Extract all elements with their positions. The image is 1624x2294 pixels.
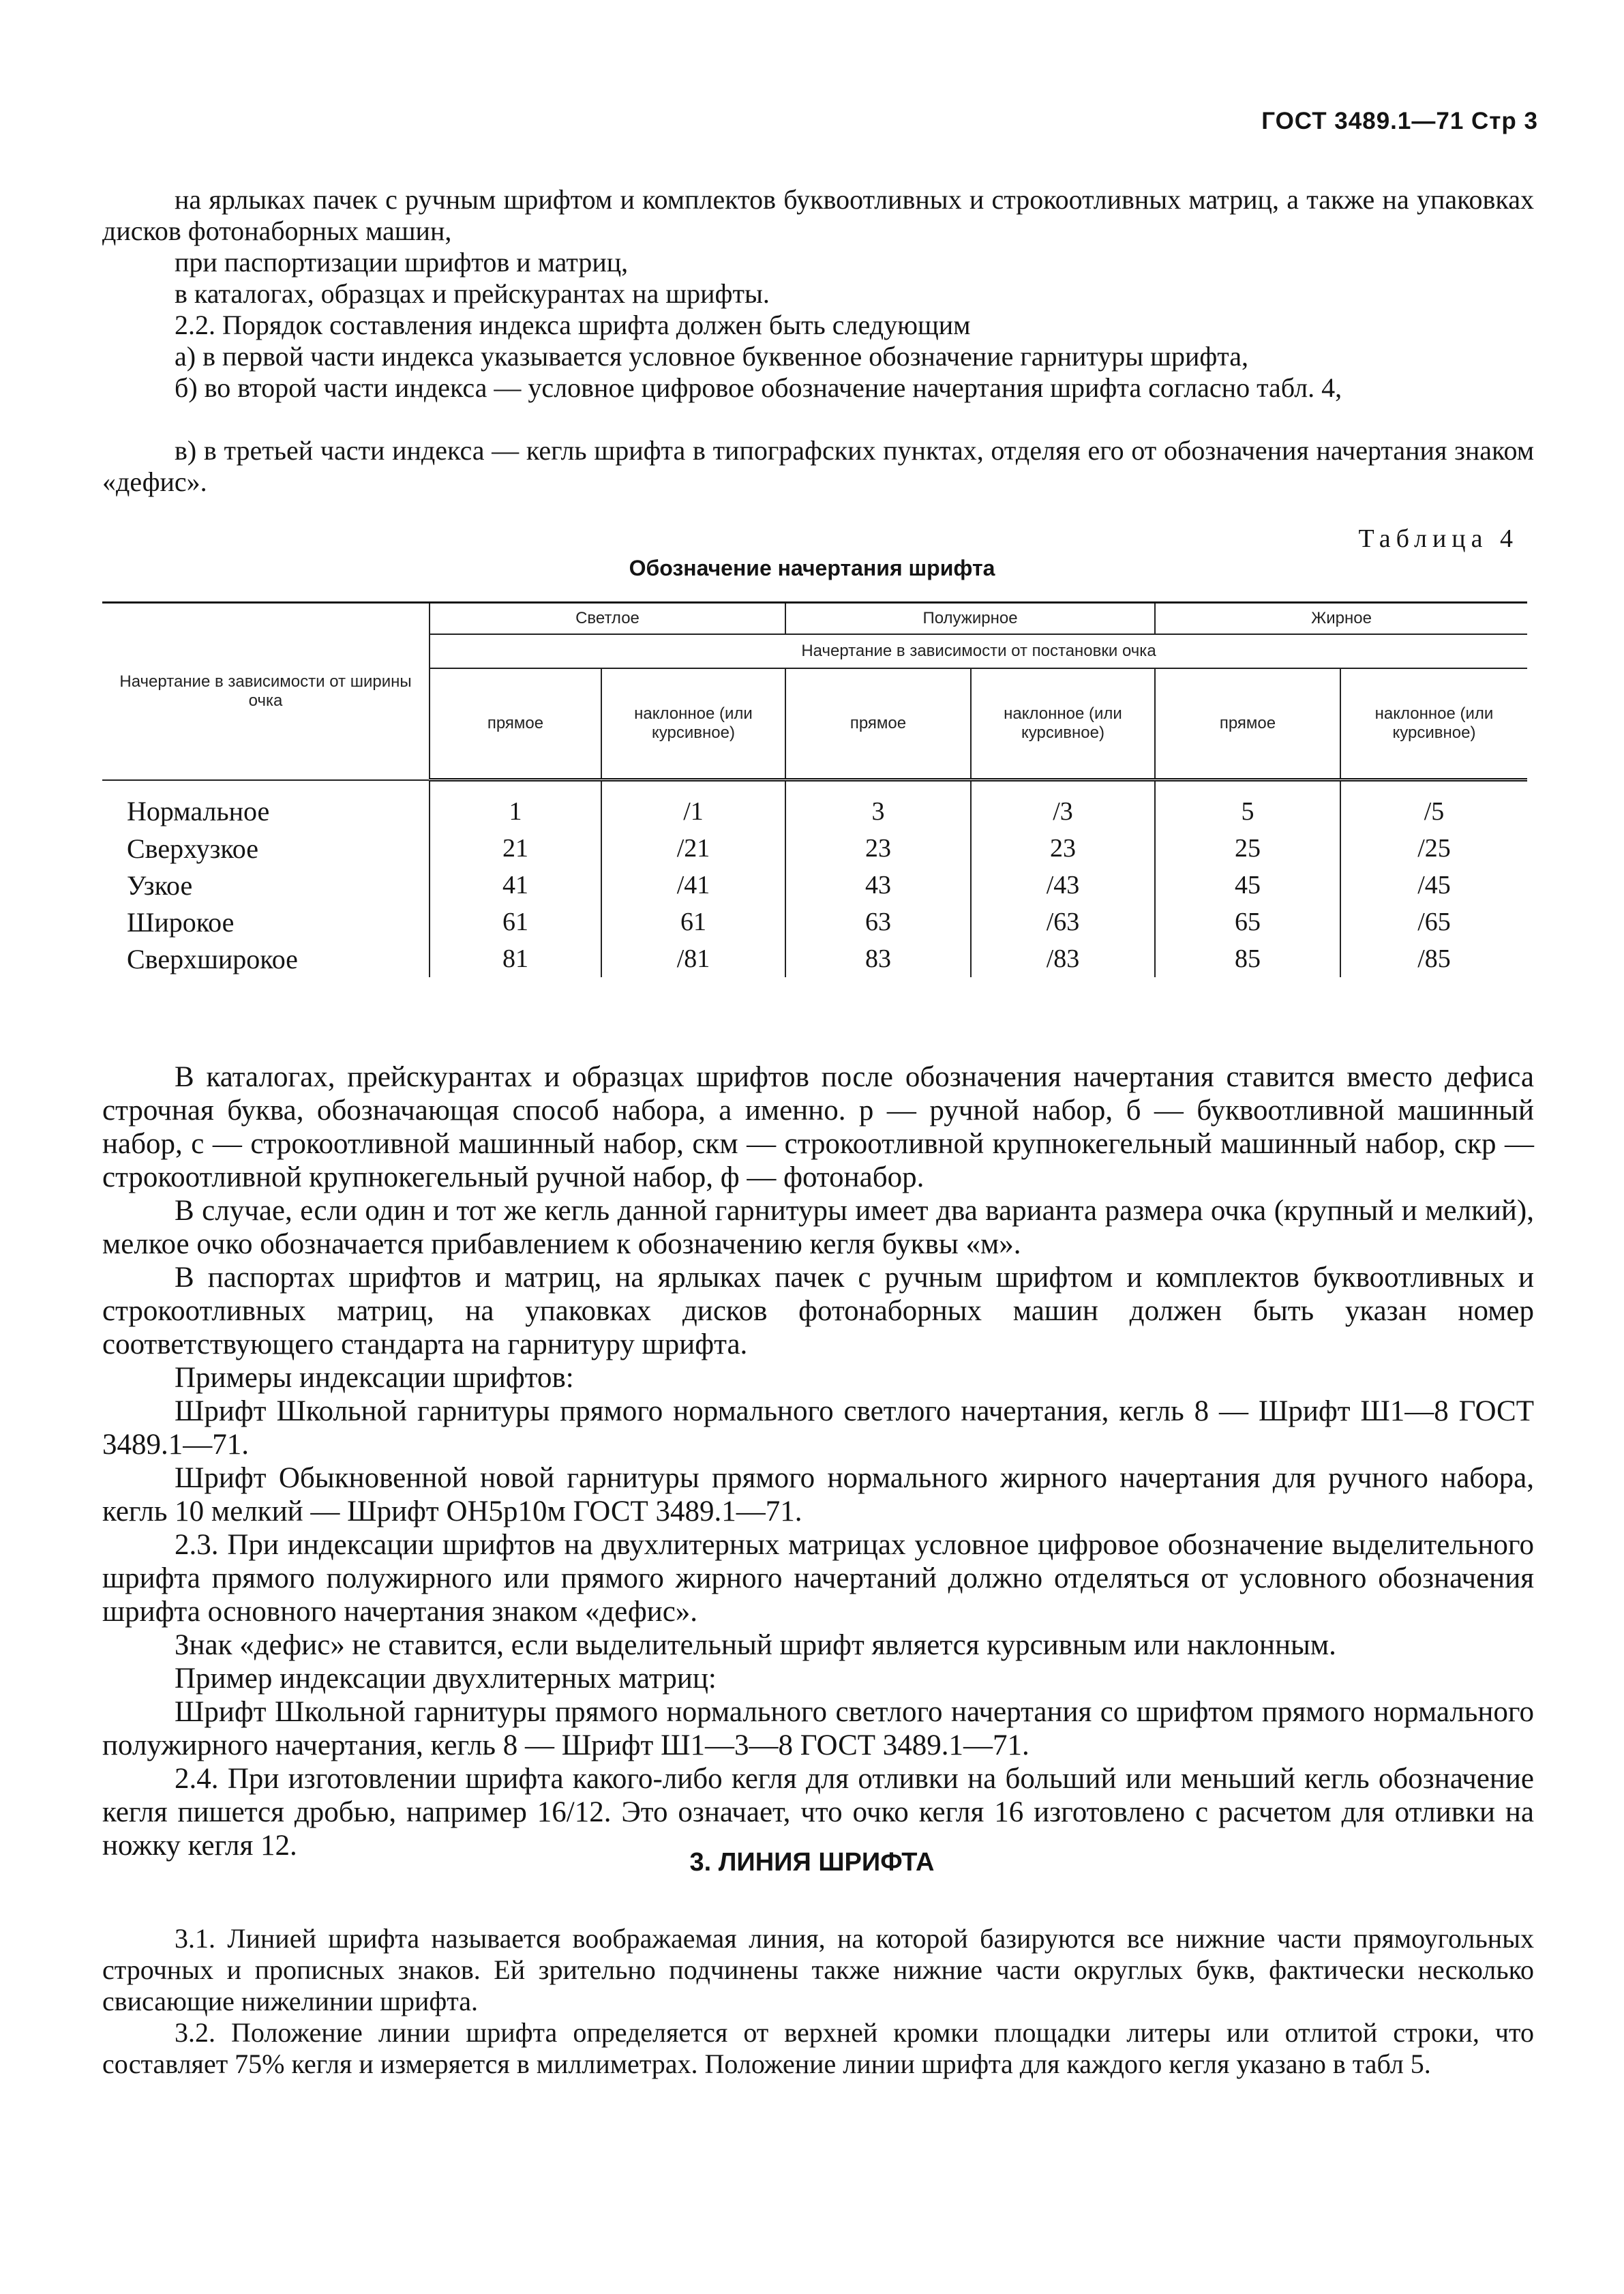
row-label: Нормальное	[127, 795, 270, 826]
table-cell: /83	[971, 940, 1155, 977]
table-cell: 81	[430, 940, 601, 977]
table-cell: 45	[1155, 867, 1340, 904]
group-header-bold: Жирное	[1155, 603, 1527, 635]
table-row	[102, 830, 1527, 867]
intro-paragraph-1: на ярлыках пачек с ручным шрифтом и комплектов буквоотливных и строкоотливных матриц, а также на упаковках дисков фотонаборных машин,	[102, 184, 1534, 246]
table-cell: /45	[1340, 867, 1527, 904]
intro-paragraph-2: при паспортизации шрифтов и матриц,	[175, 247, 629, 278]
body-paragraph-9: Пример индексации двухлитерных матриц:	[175, 1663, 717, 1695]
row-label: Сверхузкое	[127, 833, 259, 864]
intro-paragraph-4: 2.2. Порядок составления индекса шрифта должен быть следующим	[175, 310, 971, 340]
table-cell: /43	[971, 867, 1155, 904]
subcol-header: прямое	[1155, 668, 1340, 780]
table-cell: 43	[785, 867, 971, 904]
typeface-designation-table	[102, 601, 1527, 977]
table-cell: 5	[1155, 780, 1340, 831]
table-cell: /1	[601, 780, 785, 831]
table-cell: 85	[1155, 940, 1340, 977]
table-title: Обозначение начертания шрифта	[629, 556, 995, 580]
intro-item-b: б) во второй части индекса — условное цифровое обозначение начертания шрифта согласно табл. 4,	[175, 372, 1342, 403]
table-cell: 25	[1155, 830, 1340, 867]
table-caption: Таблица 4	[1358, 524, 1518, 553]
subcol-header: прямое	[785, 668, 971, 780]
section-title: 3. ЛИНИЯ ШРИФТА	[689, 1848, 935, 1877]
body-paragraph-3: В паспортах шрифтов и матриц, на ярлыках пачек с ручным шрифтом и комплектов буквоотливных и строкоотливных матриц, на упаковках дисков фотонаборных машин должен быть указан номер соответствующего стандарта на гарнитуру шрифта.	[102, 1262, 1534, 1360]
table-cell: /81	[601, 940, 785, 977]
body-paragraph-10: Шрифт Школьной гарнитуры прямого нормального светлого начертания со шрифтом прямого нормального полужирного начертания, кегль 8 — Шрифт Ш1—3—8 ГОСТ 3489.1—71.	[102, 1696, 1534, 1761]
table-cell: /25	[1340, 830, 1527, 867]
row-label: Широкое	[127, 906, 235, 938]
table-cell: /85	[1340, 940, 1527, 977]
subcol-header: наклонное (или курсивное)	[971, 668, 1155, 780]
group-header-semibold: Полужирное	[785, 603, 1155, 635]
table-cell: /5	[1340, 780, 1527, 831]
body-paragraph-4: Примеры индексации шрифтов:	[175, 1362, 574, 1394]
intro-paragraph-3: в каталогах, образцах и прейскурантах на шрифты.	[175, 278, 770, 309]
page-header: ГОСТ 3489.1—71 Стр 3	[1261, 108, 1538, 134]
table-cell: 63	[785, 904, 971, 940]
table-row	[102, 780, 1527, 831]
section-paragraph-2: 3.2. Положение линии шрифта определяется от верхней кромки площадки литеры или отлитой строки, что составляет 75% кегля и измеряется в миллиметрах. Положение линии шрифта для каждого кегля указано в табл 5.	[102, 2017, 1534, 2079]
table-cell: 61	[430, 904, 601, 940]
subheader: Начертание в зависимости от постановки очка	[430, 634, 1527, 668]
subcol-header: наклонное (или курсивное)	[1340, 668, 1527, 780]
table-cell: 23	[785, 830, 971, 867]
section-paragraph-1: 3.1. Линией шрифта называется воображаемая линия, на которой базируются все нижние части прямоугольных строчных и прописных знаков. Ей зрительно подчинены также нижние части округлых букв, фактически несколько свисающие нижелинии шрифта.	[102, 1923, 1534, 2016]
table-cell: 1	[430, 780, 601, 831]
table-cell: /21	[601, 830, 785, 867]
subcol-header: прямое	[430, 668, 601, 780]
row-header: Начертание в зависимости от ширины очка	[102, 603, 430, 780]
table-row	[102, 904, 1527, 940]
body-paragraph-2: В случае, если один и тот же кегль данной гарнитуры имеет два варианта размера очка (крупный и мелкий), мелкое очко обозначается прибавлением к обозначению кегля буквы «м».	[102, 1195, 1534, 1260]
body-paragraph-7: 2.3. При индексации шрифтов на двухлитерных матрицах условное цифровое обозначение выделительного шрифта прямого полужирного или прямого жирного начертаний должно отделяться от условного обозначения шрифта основного начертания знаком «дефис».	[102, 1529, 1534, 1628]
table-cell: 21	[430, 830, 601, 867]
table-cell: /3	[971, 780, 1155, 831]
group-header-light: Светлое	[430, 603, 785, 635]
table-cell: /65	[1340, 904, 1527, 940]
subcol-header: наклонное (или курсивное)	[601, 668, 785, 780]
table-cell: 41	[430, 867, 601, 904]
body-paragraph-6: Шрифт Обыкновенной новой гарнитуры прямого нормального жирного начертания для ручного набора, кегль 10 мелкий — Шрифт ОН5р10м ГОСТ 3489.1—71.	[102, 1462, 1534, 1528]
body-paragraph-5: Шрифт Школьной гарнитуры прямого нормального светлого начертания, кегль 8 — Шрифт Ш1—8 ГОСТ 3489.1—71.	[102, 1395, 1534, 1461]
intro-item-v: в) в третьей части индекса — кегль шрифта в типографских пунктах, отделяя его от обозначения начертания знаком «дефис».	[102, 435, 1534, 497]
table-cell: /41	[601, 867, 785, 904]
intro-item-a: а) в первой части индекса указывается условное буквенное обозначение гарнитуры шрифта,	[175, 341, 1249, 372]
table-cell: 65	[1155, 904, 1340, 940]
table-cell: 83	[785, 940, 971, 977]
table-cell: 23	[971, 830, 1155, 867]
table-cell: 61	[601, 904, 785, 940]
row-label: Узкое	[127, 869, 193, 901]
table-row	[102, 867, 1527, 904]
row-label: Сверхширокое	[127, 943, 298, 974]
body-paragraph-1: В каталогах, прейскурантах и образцах шрифтов после обозначения начертания ставится вместо дефиса строчная буква, обозначающая способ набора, а именно. р — ручной набор, б — буквоотливной машинный набор, с — строкоотливной машинный набор, скм — строкоотливной крупнокегельный машинный набор, скр — строкоотливной крупнокегельный ручной набор, ф — фотонабор.	[102, 1061, 1534, 1193]
table-row	[102, 940, 1527, 977]
table-cell: 3	[785, 780, 971, 831]
table-cell: /63	[971, 904, 1155, 940]
body-paragraph-11: 2.4. При изготовлении шрифта какого-либо кегля для отливки на больший или меньший кегль обозначение кегля пишется дробью, например 16/12. Это означает, что очко кегля 16 изготовлено с расчетом для отливки на ножку кегля 12.	[102, 1763, 1534, 1862]
body-paragraph-8: Знак «дефис» не ставится, если выделительный шрифт является курсивным или наклонным.	[175, 1629, 1336, 1661]
